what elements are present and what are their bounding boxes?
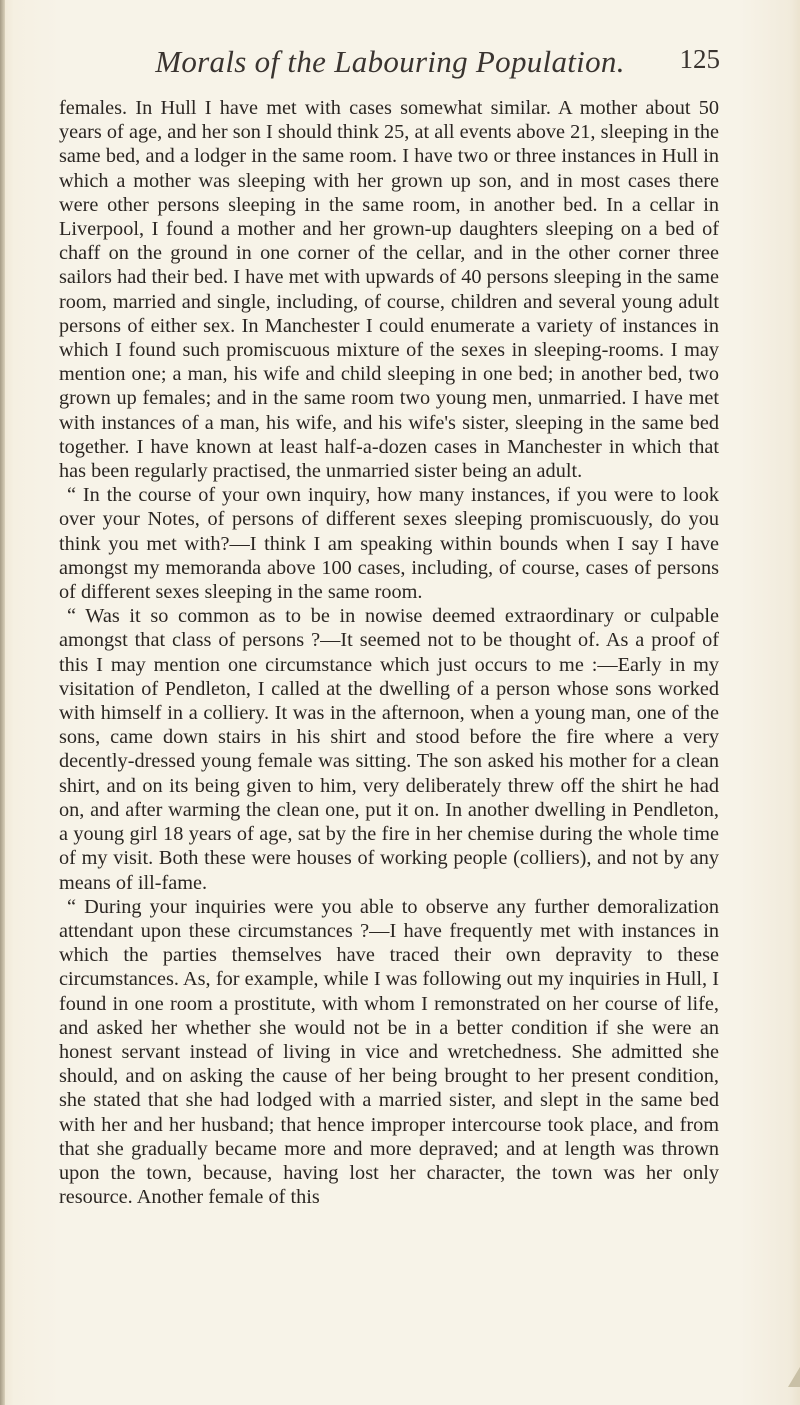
running-title: Morals of the Labouring Population. [155,44,625,79]
paragraph-4: “ During your inquiries were you able to observe any further demoralization attendant upon these circumstances ?—I have frequently met with instances in which the parties themselves have traced their own depravity to these circumstances. As, for example, while I was following out my inquiries in Hull, I found in one room a prostitute, with whom I remonstrated on her course of life, and asked her whether she would not be in a better condition if she were an honest servant instead of living in vice and wretchedness. She admitted she should, and on asking the cause of her being brought to her present condition, she stated that she had lodged with a married sister, and slept in the same bed with her and her husband; that hence improper intercourse took place, and from that she gradually became more and more depraved; and at length was thrown upon the town, because, having lost her character, the town was her only resource. Another female of this [59,895,719,1209]
paragraph-3: “ Was it so common as to be in nowise deemed extraordinary or culpable amongst that class of persons ?—It seemed not to be thought of. As a proof of this I may mention one circumstance which just occurs to me :—Early in my visitation of Pendleton, I called at the dwelling of a person whose sons worked with himself in a colliery. It was in the afternoon, when a young man, one of the sons, came down stairs in his shirt and stood before the fire where a very decently-dressed young female was sitting. The son asked his mother for a clean shirt, and on its being given to him, very deliberately threw off the shirt he had on, and after warming the clean one, put it on. In another dwelling in Pendleton, a young girl 18 years of age, sat by the fire in her chemise during the whole time of my visit. Both these were houses of working people (colliers), and not by any means of ill-fame. [59,605,719,894]
page-binding-edge [0,0,5,1405]
page-number: 125 [679,44,720,74]
body-text [59,96,719,1209]
paragraph-2: “ In the course of your own inquiry, how many instances, if you were to look over your Notes, of persons of different sexes sleeping promiscuously, do you think you met with?—I think I am speaking within bounds when I say I have amongst my memoranda above 100 cases, including, of course, cases of persons of different sexes sleeping in the same room. [59,484,719,604]
running-head [60,44,720,88]
paragraph-1: females. In Hull I have met with cases somewhat similar. A mother about 50 years of age, and her son I should think 25, at all events above 21, sleeping in the same bed, and a lodger in the same room. I have two or three instances in Hull in which a mother was sleeping with her grown up son, and in most cases there were other persons sleeping in the same room, in another bed. In a cellar in Liverpool, I found a mother and her grown-up daughters sleeping on a bed of chaff on the ground in one corner of the cellar, and in the other corner three sailors had their bed. I have met with upwards of 40 persons sleeping in the same room, married and single, including, of course, children and several young adult persons of either sex. In Manchester I could enumerate a variety of instances in which I found such promiscuous mixture of the sexes in sleeping-rooms. I may mention one; a man, his wife and child sleeping in one bed; in another bed, two grown up females; and in the same room two young men, unmarried. I have met with instances of a man, his wife, and his wife's sister, sleeping in the same bed together. I have known at least half-a-dozen cases in Manchester in which that has been regularly practised, the unmarried sister being an adult. [59,97,719,483]
page-corner-fold [788,1367,800,1387]
